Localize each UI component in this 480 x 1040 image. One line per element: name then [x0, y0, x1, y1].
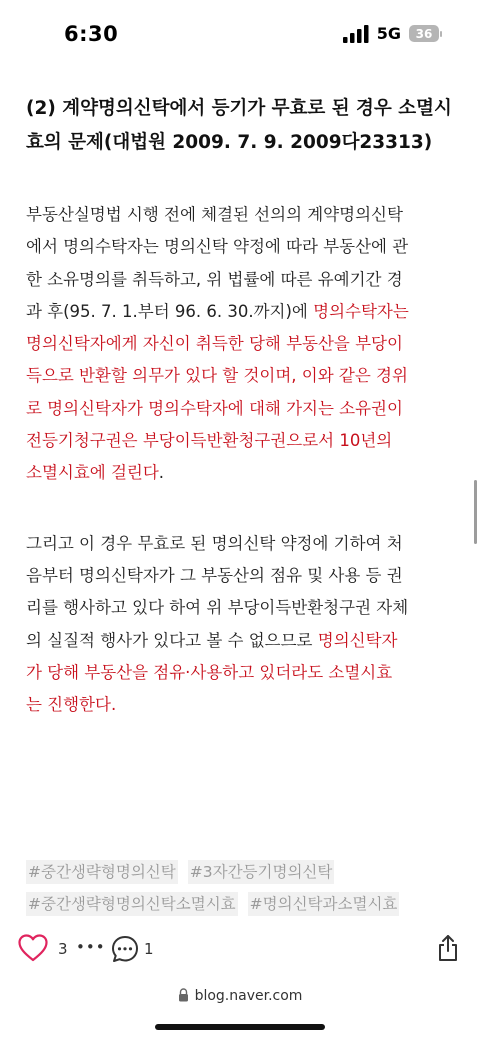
- url-text: blog.naver.com: [194, 988, 303, 1004]
- paragraph-line: [26, 457, 456, 489]
- home-indicator[interactable]: [155, 1024, 325, 1030]
- text-plain: 의 실질적 행사가 있다고 볼 수 없으므로: [26, 630, 318, 650]
- share-icon[interactable]: [436, 934, 460, 962]
- post-action-bar: [0, 928, 480, 972]
- paragraph-2: [26, 528, 456, 722]
- text-highlight: 소멸시효에 걸린다: [26, 463, 159, 483]
- text-plain: 과 후(95. 7. 1.부터 96. 6. 30.까지)에: [26, 301, 314, 321]
- battery-level: 36: [409, 25, 439, 42]
- paragraph-line-highlight: 전등기청구권은 부당이득반환청구권으로서 10년의: [26, 431, 393, 451]
- text-plain: .: [158, 463, 165, 483]
- scrollbar[interactable]: [474, 480, 477, 544]
- paragraph-line: 한 소유명의를 취득하고, 위 법률에 따른 유예기간 경: [26, 269, 403, 289]
- paragraph-line: 음부터 명의신탁자가 그 부동산의 점유 및 사용 등 권: [26, 565, 403, 585]
- paragraph-line: 리를 행사하고 있다 하여 위 부당이득반환청구권 자체: [26, 598, 409, 618]
- paragraph-line: 부동산실명법 시행 전에 체결된 선의의 계약명의신탁: [26, 205, 403, 224]
- tag-link[interactable]: #중간생략형명의신탁소멸시효: [26, 892, 238, 916]
- like-count: 3: [58, 940, 68, 958]
- heading-line: (2) 계약명의신탁에서 등기가 무효로 된 경우 소멸시: [26, 98, 452, 119]
- paragraph-1: [26, 199, 456, 490]
- paragraph-line-highlight: 득으로 반환할 의무가 있다 할 것이며, 이와 같은 경위: [26, 366, 408, 386]
- heart-icon[interactable]: [18, 934, 48, 962]
- paragraph-line-highlight: 가 당해 부동산을 점유·사용하고 있더라도 소멸시효: [26, 662, 393, 682]
- article-body: [26, 92, 456, 721]
- tag-row: [26, 892, 466, 916]
- paragraph-line: [26, 625, 456, 657]
- network-type: 5G: [376, 24, 401, 43]
- more-icon[interactable]: •••: [76, 938, 106, 956]
- tag-link[interactable]: #명의신탁과소멸시효: [248, 892, 400, 916]
- paragraph-line: 그리고 이 경우 무효로 된 명의신탁 약정에 기하여 처: [26, 533, 403, 553]
- paragraph-line: 에서 명의수탁자는 명의신탁 약정에 따라 부동산에 관: [26, 237, 409, 257]
- text-highlight: 명의신탁자: [317, 630, 398, 650]
- paragraph-line-highlight: 명의신탁자에게 자신이 취득한 당해 부동산을 부당이: [26, 334, 403, 354]
- lock-icon: [178, 988, 189, 1002]
- heading-line: 효의 문제(대법원 2009. 7. 9. 2009다23313): [26, 132, 433, 153]
- tag-list: [26, 860, 466, 924]
- paragraph-line-highlight: 로 명의신탁자가 명의수탁자에 대해 가지는 소유권이: [26, 398, 403, 418]
- text-highlight: 명의수탁자는: [313, 301, 409, 321]
- status-bar: [0, 0, 480, 72]
- tag-row: [26, 860, 466, 884]
- status-time: 6:30: [64, 22, 119, 46]
- status-indicators: [343, 24, 442, 43]
- comment-count: 1: [144, 940, 154, 958]
- address-bar[interactable]: [0, 988, 480, 1004]
- battery-icon: [409, 25, 442, 42]
- cellular-signal-icon: [343, 25, 369, 43]
- section-heading: [26, 92, 456, 160]
- tag-link[interactable]: #중간생략형명의신탁: [26, 860, 178, 884]
- tag-link[interactable]: #3자간등기명의신탁: [188, 860, 335, 884]
- paragraph-line-highlight: 는 진행한다.: [26, 695, 117, 715]
- comment-icon[interactable]: [110, 934, 140, 964]
- paragraph-line: [26, 296, 456, 328]
